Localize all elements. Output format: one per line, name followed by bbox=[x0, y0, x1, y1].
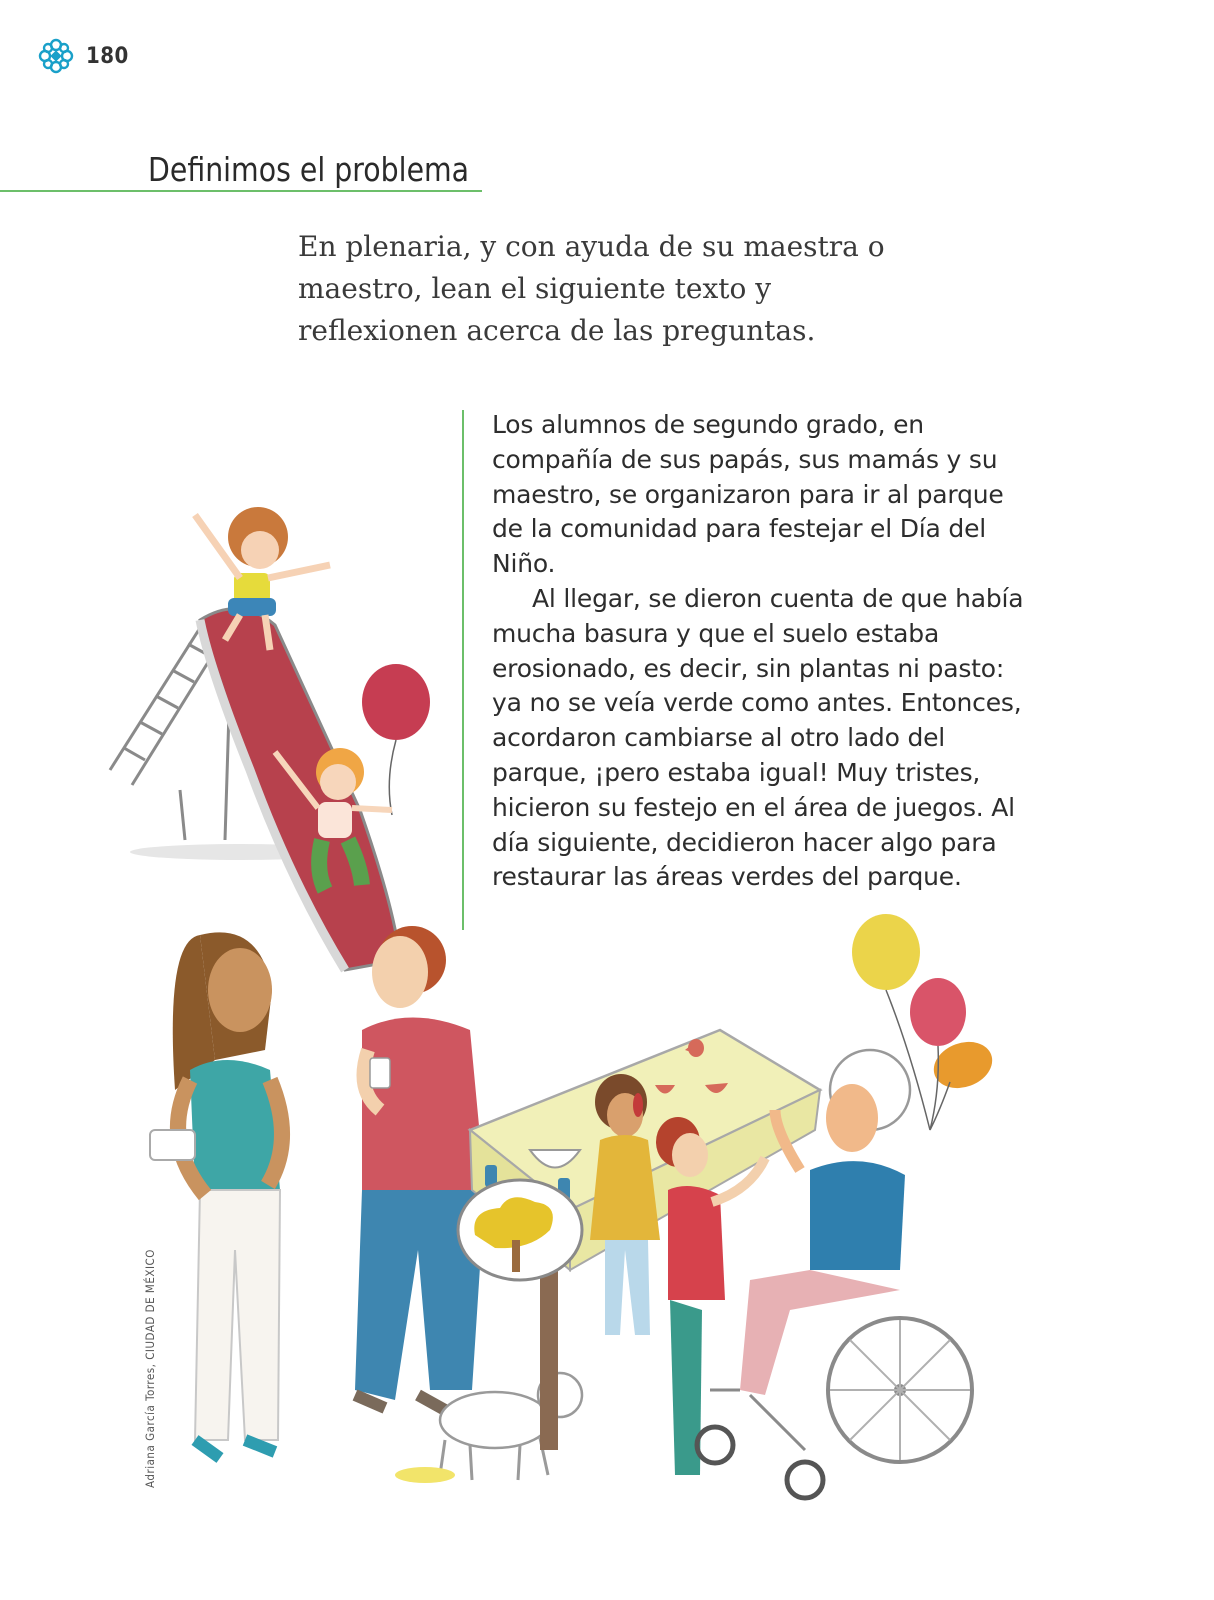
title-underline bbox=[0, 190, 482, 192]
reading-paragraph-2: Al llegar, se dieron cuenta de que había mucha basura y que el suelo estaba erosionado, es decir, sin plantas ni pasto: ya no se veía verde como antes. Entonces, acordaron cambiarse al otro lado del parque, ¡pero estaba igual! Muy tristes, hicieron su festejo en el área de juegos. Al día siguiente, decidieron hacer algo para restaurar las áreas verdes del parque. bbox=[492, 583, 1024, 892]
page-number: 180 bbox=[86, 43, 129, 69]
park-illustration bbox=[100, 490, 1100, 1550]
section-title: Definimos el problema bbox=[148, 150, 470, 189]
page-header bbox=[38, 38, 129, 74]
reading-paragraph-1: Los alumnos de segundo grado, en compañía de sus papás, sus mamás y su maestro, se organizaron para ir al parque de la comunidad para festejar el Día del Niño. bbox=[492, 410, 1004, 579]
woman-teal-shirt bbox=[150, 932, 282, 1458]
flower-ornament-icon bbox=[38, 38, 74, 74]
instruction-text: En plenaria, y con ayuda de su maestra o maestro, lean el siguiente texto y reflexionen acerca de las preguntas. bbox=[298, 230, 885, 347]
red-balloon bbox=[362, 664, 430, 815]
illustration-credit: Adriana García Torres, CIUDAD DE MÉXICO bbox=[143, 1249, 157, 1488]
man-red-shirt bbox=[355, 926, 485, 1410]
